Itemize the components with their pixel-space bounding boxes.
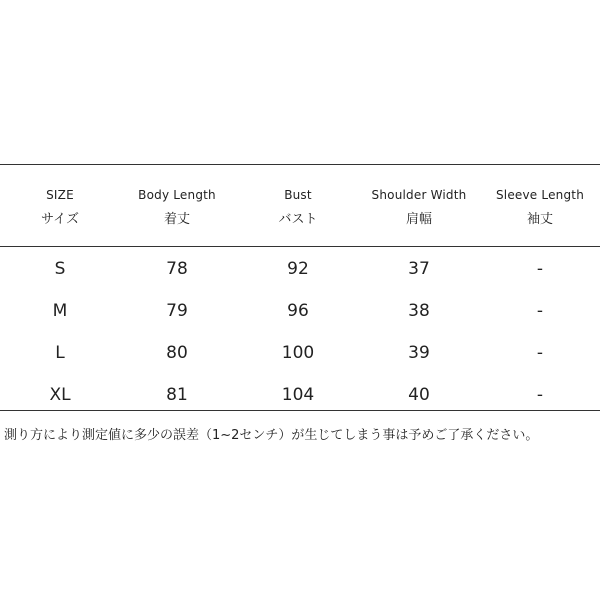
cell-sleeve-length: -	[536, 343, 544, 363]
cell-shoulder-width: 38	[408, 301, 430, 321]
cell-body-length: 81	[166, 385, 188, 405]
header-shoulder-width-ja: 肩幅	[405, 212, 433, 227]
cell-sleeve-length: -	[536, 385, 544, 405]
header-body-length-en: Body Length	[138, 188, 216, 202]
header-sleeve-length-ja: 袖丈	[526, 212, 554, 227]
cell-shoulder-width: 40	[408, 385, 430, 405]
cell-bust: 100	[281, 343, 315, 363]
cell-body-length: 79	[166, 301, 188, 321]
cell-shoulder-width: 39	[408, 343, 430, 363]
cell-size: XL	[49, 385, 71, 405]
cell-body-length: 80	[166, 343, 188, 363]
cell-shoulder-width: 37	[408, 259, 430, 279]
cell-size: S	[54, 259, 66, 279]
cell-bust: 96	[287, 301, 309, 321]
cell-bust: 104	[281, 385, 315, 405]
cell-bust: 92	[287, 259, 309, 279]
header-bust-en: Bust	[284, 188, 312, 202]
header-size-en: SIZE	[46, 188, 74, 202]
table-bottom-rule	[0, 410, 600, 411]
header-body-length-ja: 着丈	[163, 212, 191, 227]
header-size-ja: サイズ	[41, 212, 79, 227]
header-bust-ja: バスト	[278, 212, 318, 227]
header-shoulder-width-en: Shoulder Width	[371, 188, 467, 202]
table-top-rule	[0, 164, 600, 165]
header-divider-rule	[0, 246, 600, 247]
cell-size: L	[55, 343, 65, 363]
measurement-note: 測り方により測定値に多少の誤差（1~2センチ）が生じてしまう事は予めご了承ください。	[4, 428, 539, 443]
cell-body-length: 78	[166, 259, 188, 279]
cell-size: M	[52, 301, 68, 321]
cell-sleeve-length: -	[536, 301, 544, 321]
cell-sleeve-length: -	[536, 259, 544, 279]
header-sleeve-length-en: Sleeve Length	[495, 188, 585, 202]
